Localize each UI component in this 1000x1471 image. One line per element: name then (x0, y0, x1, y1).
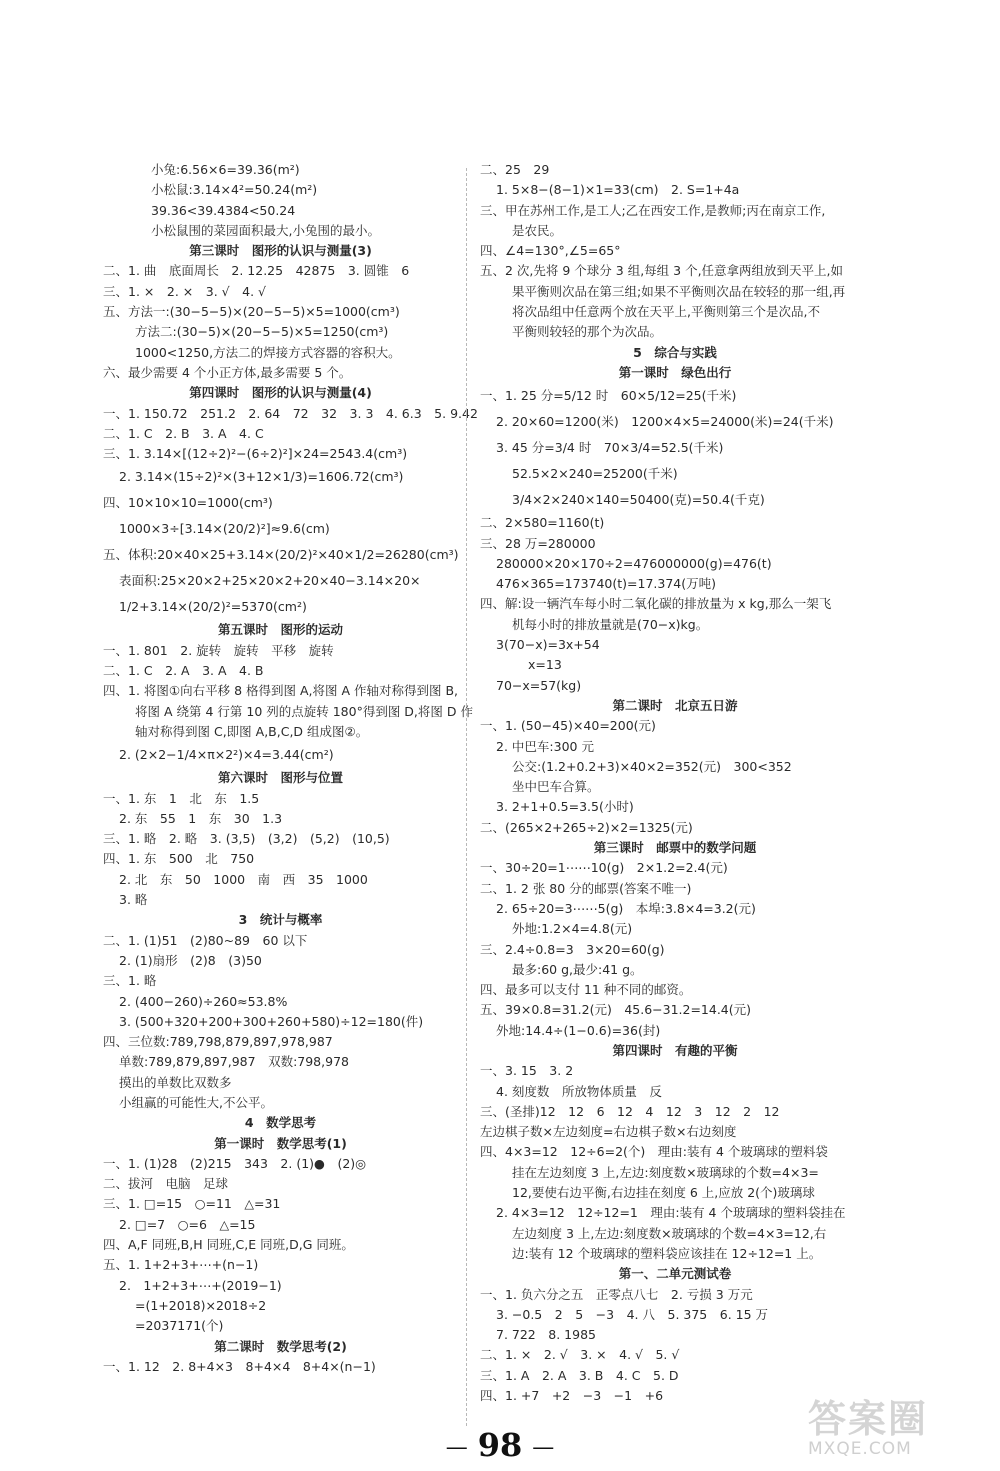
answer-line: 左边刻度 3 上,左边:刻度数×玻璃球的个数=4×3=12,右 (512, 1225, 827, 1241)
answer-line: 1. 5×8−(8−1)×1=33(cm) 2. S=1+4a (496, 182, 740, 198)
section-heading: 第四课时 图形的认识与测量(4) (189, 385, 372, 401)
answer-line: 挂在左边刻度 3 上,左边:刻度数×玻璃球的个数=4×3= (512, 1164, 819, 1180)
answer-line: 五、2 次,先将 9 个球分 3 组,每组 3 个,任意拿两组放到天平上,如 (480, 263, 844, 279)
answer-line: 三、(圣排)12 12 6 12 4 12 3 12 2 12 (480, 1103, 780, 1119)
answer-line: x=13 (528, 657, 562, 673)
answer-line: 一、1. (50−45)×40=200(元) (480, 718, 656, 734)
section-heading: 3 统计与概率 (238, 912, 323, 928)
answer-line: 3. (500+320+200+300+260+580)÷12=180(件) (119, 1013, 424, 1029)
footer-dash-left: — (445, 1435, 468, 1460)
answer-line: 四、三位数:789,798,879,897,978,987 (103, 1034, 333, 1050)
answer-line: 2. 1+2+3+⋯+(2019−1) (119, 1277, 282, 1293)
answer-line: 三、1. 略 2. 略 3. (3,5) (3,2) (5,2) (10,5) (103, 831, 390, 847)
section-heading: 第一课时 绿色出行 (618, 364, 732, 380)
section-heading: 第一课时 数学思考(1) (214, 1135, 347, 1151)
answer-line: 一、1. 12 2. 8+4×3 8+4×4 8+4×(n−1) (103, 1358, 376, 1374)
answer-line: 单数:789,879,897,987 双数:798,978 (119, 1054, 349, 1070)
section-heading: 4 数学思考 (244, 1115, 317, 1131)
answer-line: 一、1. 负六分之五 正零点八七 2. 亏损 3 万元 (480, 1286, 753, 1302)
answer-line: 边:装有 12 个玻璃球的塑料袋应该挂在 12÷12=1 上。 (512, 1245, 822, 1261)
answer-line: 52.5×2×240=25200(千米) (512, 466, 678, 482)
answer-line: 四、解:设一辆汽车每小时二氧化碳的排放量为 x kg,那么一架飞 (480, 596, 832, 612)
answer-line: 五、体积:20×40×25+3.14×(20/2)²×40×1/2=26280(cm³) (103, 547, 459, 563)
answer-line: 2. □=7 ○=6 △=15 (119, 1216, 256, 1232)
section-heading: 5 综合与实践 (633, 344, 717, 360)
answer-line: 机每小时的排放量就是(70−x)kg。 (512, 616, 709, 632)
answer-line: 2. (400−260)÷260≈53.8% (119, 993, 288, 1009)
answer-line: 四、4×3=12 12÷6=2(个) 理由:装有 4 个玻璃球的塑料袋 (480, 1144, 828, 1160)
answer-line: 二、25 29 (480, 162, 550, 177)
answer-line: 1/2+3.14×(20/2)²=5370(cm²) (119, 599, 307, 615)
answer-line: 二、1. 曲 底面周长 2. 12.25 42875 3. 圆锥 6 (103, 263, 410, 279)
answer-line: 一、1. 150.72 251.2 2. 64 72 32 3. 3 4. 6.3 5. 9.42 (103, 405, 478, 421)
answer-line: 小松鼠围的菜园面积最大,小兔围的最小。 (151, 222, 380, 238)
answer-line: 四、最多可以支付 11 种不同的邮资。 (480, 982, 692, 998)
section-heading: 第六课时 图形与位置 (217, 770, 343, 786)
answer-line: 476×365=173740(t)=17.374(万吨) (496, 576, 717, 592)
answer-line: 二、1. 2 张 80 分的邮票(答案不唯一) (480, 880, 692, 896)
section-heading: 第二课时 数学思考(2) (214, 1338, 347, 1354)
answer-line: 五、39×0.8=31.2(元) 45.6−31.2=14.4(元) (480, 1002, 752, 1018)
answer-column-left (103, 160, 478, 1377)
section-heading: 第三课时 邮票中的数学问题 (593, 840, 757, 856)
answer-line: 公交:(1.2+0.2+3)×40×2=352(元) 300<352 (512, 758, 792, 774)
answer-line: 一、1. 801 2. 旋转 旋转 平移 旋转 (103, 642, 334, 658)
footer-dash-right: — (532, 1435, 555, 1460)
answer-line: 3/4×2×240×140=50400(克)=50.4(千克) (512, 492, 765, 508)
answer-line: 7. 722 8. 1985 (496, 1327, 596, 1343)
answer-line: 一、3. 15 3. 2 (480, 1063, 574, 1079)
watermark-text: 答案圈 (808, 1397, 929, 1441)
answer-line: =2037171(个) (135, 1318, 224, 1334)
answer-line: 2. (2×2−1/4×π×2²)×4=3.44(cm²) (119, 747, 334, 763)
answer-line: 三、28 万=280000 (480, 535, 596, 551)
answer-line: 外地:14.4÷(1−0.6)=36(封) (496, 1022, 661, 1038)
watermark-logo (808, 1388, 986, 1464)
answer-line: 轴对称得到图 C,即图 A,B,C,D 组成图②。 (135, 723, 369, 739)
answer-line: 二、2×580=1160(t) (480, 515, 605, 531)
answer-column-right (480, 160, 870, 1406)
answer-line: 三、1. A 2. A 3. B 4. C 5. D (480, 1367, 679, 1383)
answer-line: 1000×3÷[3.14×(20/2)²]≈9.6(cm) (119, 521, 330, 537)
answer-line: 外地:1.2×4=4.8(元) (512, 921, 633, 937)
page-number: 98 (477, 1426, 523, 1464)
answer-line: 小兔:6.56×6=39.36(m²) (151, 162, 300, 177)
answer-line: 方法二:(30−5)×(20−5−5)×5=1250(cm³) (135, 324, 389, 340)
answer-line: 一、1. (1)28 (2)215 343 2. (1)● (2)◎ (103, 1155, 367, 1171)
answer-line: 四、1. 东 500 北 750 (103, 851, 255, 867)
answer-line: 3. −0.5 2 5 −3 4. 八 5. 375 6. 15 万 (496, 1306, 769, 1322)
answer-line: 将图 A 绕第 4 行第 10 列的点旋转 180°得到图 D,将图 D 作 (135, 703, 473, 719)
answer-line: 39.36<39.4384<50.24 (151, 202, 296, 218)
answer-line: 3. 2+1+0.5=3.5(小时) (496, 799, 634, 815)
answer-line: 最多:60 g,最少:41 g。 (512, 961, 643, 977)
answer-line: 坐中巴车合算。 (512, 779, 600, 795)
answer-line: 2. 65÷20=3⋯⋯5(g) 本埠:3.8×4=3.2(元) (496, 900, 756, 916)
answer-line: 小组赢的可能性大,不公平。 (119, 1094, 273, 1110)
answer-line: 2. 4×3=12 12÷12=1 理由:装有 4 个玻璃球的塑料袋挂在 (496, 1205, 846, 1221)
answer-line: 表面积:25×20×2+25×20×2+20×40−3.14×20× (119, 573, 421, 589)
answer-line: 小松鼠:3.14×4²=50.24(m²) (151, 182, 318, 198)
answer-line: 左边棋子数×左边刻度=右边棋子数×右边刻度 (480, 1124, 737, 1140)
answer-line: 2. 3.14×(15÷2)²×(3+12×1/3)=1606.72(cm³) (119, 469, 404, 485)
answer-line: 摸出的单数比双数多 (119, 1074, 232, 1090)
answer-line: 是农民。 (512, 222, 563, 238)
answer-line: 四、1. 将图①向右平移 8 格得到图 A,将图 A 作轴对称得到图 B, (103, 683, 459, 699)
answer-line: 将次品组中任意两个放在天平上,平衡则第三个是次品,不 (512, 304, 820, 320)
answer-line: 五、1. 1+2+3+⋯+(n−1) (103, 1257, 259, 1273)
watermark-url: MXQE.COM (808, 1439, 912, 1459)
answer-line: 二、(265×2+265÷2)×2=1325(元) (480, 819, 693, 835)
answer-line: 四、∠4=130°,∠5=65° (480, 243, 621, 259)
answer-line: 二、1. (1)51 (2)80~89 60 以下 (103, 932, 308, 948)
column-divider (466, 168, 467, 1426)
answer-line: 二、1. C 2. B 3. A 4. C (103, 425, 264, 441)
answer-line: 一、30÷20=1⋯⋯10(g) 2×1.2=2.4(元) (480, 860, 728, 876)
answer-line: 3(70−x)=3x+54 (496, 637, 600, 653)
answer-line: 三、1. □=15 ○=11 △=31 (103, 1196, 281, 1212)
answer-line: 平衡则较轻的那个为次品。 (512, 324, 663, 340)
answer-line: 一、1. 25 分=5/12 时 60×5/12=25(千米) (480, 388, 737, 404)
answer-line: 四、A,F 同班,B,H 同班,C,E 同班,D,G 同班。 (103, 1237, 354, 1253)
answer-line: 二、1. C 2. A 3. A 4. B (103, 663, 264, 679)
section-heading: 第一、二单元测试卷 (618, 1266, 732, 1282)
answer-line: 三、2.4÷0.8=3 3×20=60(g) (480, 941, 665, 957)
answer-line: 一、1. 东 1 北 东 1.5 (103, 790, 260, 806)
answer-line: 二、1. × 2. √ 3. × 4. √ 5. √ (480, 1347, 680, 1363)
answer-line: 四、10×10×10=1000(cm³) (103, 495, 273, 511)
answer-line: =(1+2018)×2018÷2 (135, 1297, 267, 1313)
answer-line: 三、1. 略 (103, 973, 157, 989)
section-heading: 第五课时 图形的运动 (217, 622, 343, 638)
section-heading: 第二课时 北京五日游 (612, 697, 738, 713)
answer-line: 果平衡则次品在第三组;如果不平衡则次品在较轻的那一组,再 (512, 283, 846, 299)
answer-line: 2. 20×60=1200(米) 1200×4×5=24000(米)=24(千米) (496, 414, 834, 430)
answer-line: 三、1. × 2. × 3. √ 4. √ (103, 283, 266, 299)
answer-line: 二、拔河 电脑 足球 (103, 1176, 229, 1192)
answer-line: 2. 东 55 1 东 30 1.3 (119, 810, 283, 826)
answer-line: 四、1. +7 +2 −3 −1 +6 (480, 1388, 664, 1404)
answer-line: 三、甲在苏州工作,是工人;乙在西安工作,是教师;丙在南京工作, (480, 202, 826, 218)
answer-line: 五、方法一:(30−5−5)×(20−5−5)×5=1000(cm³) (103, 304, 400, 320)
answer-line: 2. (1)扇形 (2)8 (3)50 (119, 952, 262, 968)
answer-line: 70−x=57(kg) (496, 677, 582, 693)
answer-line: 3. 略 (119, 892, 148, 908)
answer-line: 4. 刻度数 所放物体质量 反 (496, 1083, 662, 1099)
section-heading: 第四课时 有趣的平衡 (612, 1042, 738, 1058)
answer-line: 2. 北 东 50 1000 南 西 35 1000 (119, 871, 368, 887)
answer-line: 12,要使右边平衡,右边挂在刻度 6 上,应放 2(个)玻璃球 (512, 1185, 815, 1201)
answer-line: 六、最少需要 4 个小正方体,最多需要 5 个。 (103, 364, 352, 380)
answer-line: 三、1. 3.14×[(12÷2)²−(6÷2)²]×24=2543.4(cm³) (103, 446, 408, 462)
answer-line: 2. 中巴车:300 元 (496, 738, 594, 754)
answer-line: 3. 45 分=3/4 时 70×3/4=52.5(千米) (496, 440, 724, 456)
answer-line: 280000×20×170÷2=476000000(g)=476(t) (496, 555, 772, 571)
answer-line: 1000<1250,方法二的焊接方式容器的容积大。 (135, 344, 401, 360)
section-heading: 第三课时 图形的认识与测量(3) (189, 243, 372, 259)
